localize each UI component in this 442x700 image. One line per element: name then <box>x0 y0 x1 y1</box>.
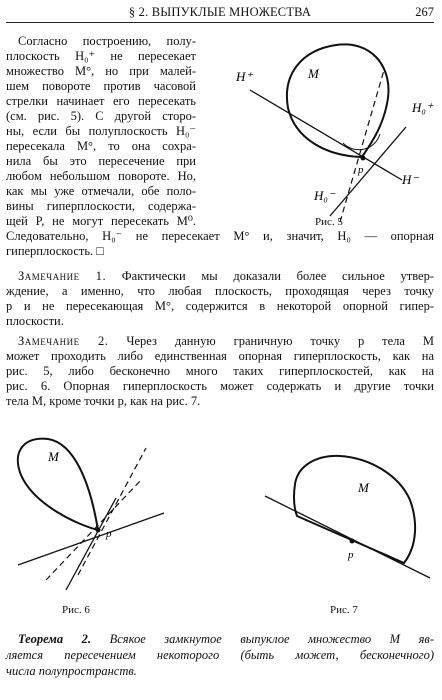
text-line: тела M, кроме точки p, как на рис. 7. <box>6 394 201 408</box>
point-p <box>361 156 366 161</box>
label-p: p <box>358 164 364 176</box>
text-line: множество M°, но при малей- <box>6 64 196 78</box>
figure-7 <box>255 450 440 595</box>
text-line: рис. 5, либо бесконечно много таких гиперплоскостей, как на <box>6 364 434 378</box>
label-h0-minus: H₀⁻ <box>314 188 335 203</box>
text-line: гиперплоскость. □ <box>6 244 104 258</box>
text-line: щей P, не могут пересекать M⁰. <box>6 214 196 228</box>
dashed-line <box>78 448 146 575</box>
text-line: вины гиперплоскости, содержа- <box>6 199 196 213</box>
label-h0-plus: H₀⁺ <box>412 100 433 115</box>
text-line: (см. рис. 5). С другой сторо- <box>6 109 196 123</box>
remark-1-first-line: Замечание 1. Фактически мы доказали более сильное утвер- <box>18 269 434 283</box>
remark-2-first-line: Замечание 2. Через данную граничную точку p тела M <box>18 334 435 348</box>
theorem-label: Теорема 2. <box>18 632 92 646</box>
label-m: M <box>308 66 319 81</box>
label-h-plus: H⁺ <box>236 69 253 84</box>
text-line: Согласно построению, полу- <box>18 34 196 48</box>
text-line: рис. 6. Опорная гиперплоскость может содержать и другие точки <box>6 379 434 393</box>
text-line: Следовательно, H₀⁻ не пересекает M° и, значит, H₀ — опорная <box>6 229 434 243</box>
text-line: ны, если бы полуплоскость H₀⁻ <box>6 124 196 138</box>
text-line: как мы уже отмечали, обе поло- <box>6 184 196 198</box>
page-number: 267 <box>415 5 434 19</box>
point-p <box>96 528 101 533</box>
text-line: ждение, а именно, что любая плоскость, проходящая через точку <box>6 284 434 298</box>
remark-2-label: Замечание 2. <box>18 334 109 348</box>
theorem-first-line: Теорема 2. Всякое замкнутое выпуклое множество M яв- <box>18 632 434 646</box>
text-line: пересекала M°, то она сохра- <box>6 139 196 153</box>
text-line: нила бы это пересечение при <box>6 154 196 168</box>
theorem-line: ляется пересечением некоторого (быть может, бесконечного) <box>6 648 434 662</box>
running-header <box>6 4 434 23</box>
supporting-line <box>18 513 164 565</box>
convex-body-m <box>294 456 415 563</box>
dashed-line <box>46 480 141 580</box>
figure-5 <box>230 30 440 235</box>
label-m: M <box>48 449 59 464</box>
point-p <box>350 539 355 544</box>
label-p: p <box>348 549 354 561</box>
convex-body-m <box>287 44 389 157</box>
label-p: p <box>106 528 112 540</box>
text-line: шем повороте против часовой <box>6 79 196 93</box>
supporting-line <box>265 496 430 578</box>
hyperplane-h0 <box>330 127 406 216</box>
text-line: p и не пересекающая M°, содержится в некоторой опорной гипер- <box>6 299 434 313</box>
text-line: плоскости. <box>6 314 64 328</box>
theorem-line: числа полупространств. <box>6 664 137 678</box>
text-line: стрелки начинает его пересекать <box>6 94 196 108</box>
text-line: может проходить либо единственная опорная гиперплоскость, как на <box>6 349 434 363</box>
section-title: § 2. ВЫПУКЛЫЕ МНОЖЕСТВА <box>128 5 312 19</box>
figure-5-caption: Рис. 5 <box>315 216 343 228</box>
figure-6-caption: Рис. 6 <box>62 604 90 616</box>
text-line: любом небольшом повороте. Но, <box>6 169 196 183</box>
supporting-line <box>66 498 116 590</box>
remark-1-label: Замечание 1. <box>18 269 107 283</box>
figure-7-caption: Рис. 7 <box>330 604 358 616</box>
text-line: плоскость H₀⁺ не пересекает <box>6 49 196 63</box>
label-m: M <box>358 480 369 495</box>
figure-6 <box>6 430 186 595</box>
label-h-minus: H⁻ <box>402 172 419 187</box>
